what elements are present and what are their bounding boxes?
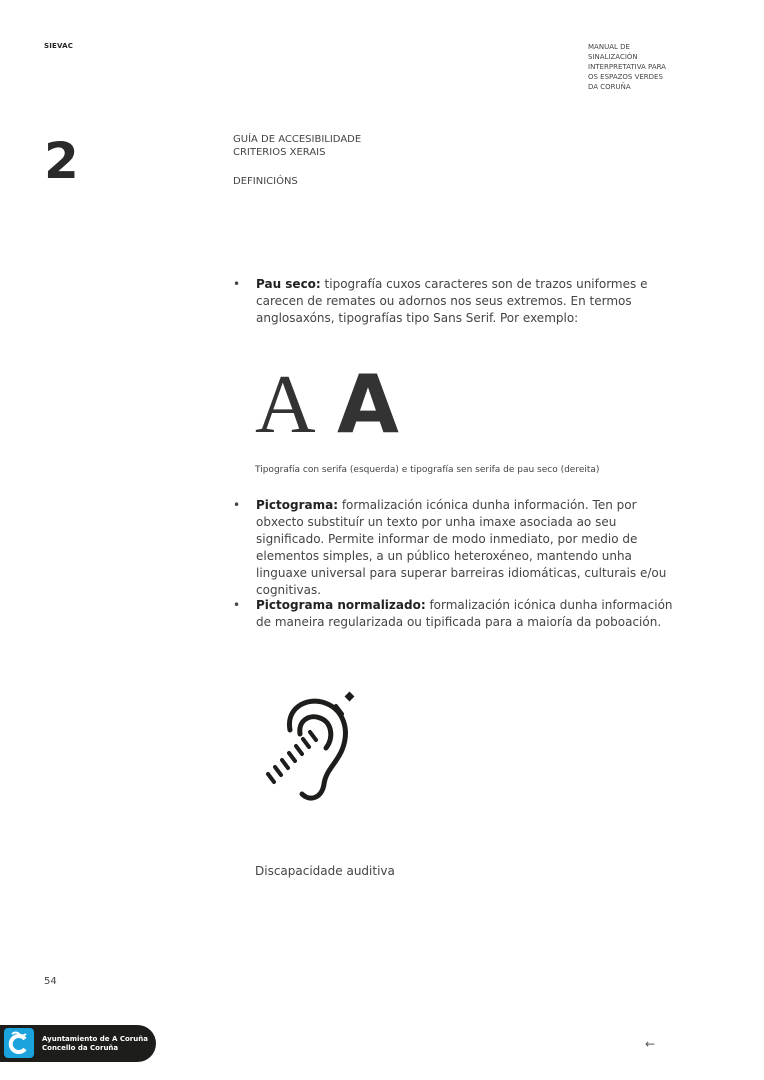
sans-letter: A bbox=[337, 360, 399, 440]
manual-title-line: MANUAL DE bbox=[588, 43, 630, 51]
definition-text bbox=[256, 597, 673, 631]
definition-item-pau-seco bbox=[233, 276, 673, 327]
city-council-logo bbox=[0, 1025, 156, 1062]
definition-text bbox=[256, 276, 673, 327]
council-emblem-icon bbox=[4, 1028, 34, 1058]
section-heading-line: GUÍA DE ACCESIBILIDADE bbox=[233, 134, 362, 145]
definition-item-pictograma bbox=[233, 497, 673, 599]
logo-line: Concello da Coruña bbox=[42, 1044, 119, 1052]
manual-title-line: OS ESPAZOS VERDES bbox=[588, 73, 663, 81]
pictogram-caption: Discapacidade auditiva bbox=[255, 864, 395, 878]
brand-label: SIEVAC bbox=[44, 42, 74, 50]
page-number: 54 bbox=[44, 976, 57, 987]
definition-body: formalización icónica dunha información. Ten por obxecto substituír un texto por unha imaxe asociada ao seu significado. Permite informar de modo inmediato, por medio de elementos simples, a un público heteroxéneo, mantendo unha linguaxe universal para superar barreiras idiomáticas, culturais e/ou cognitivas. bbox=[256, 498, 667, 597]
chapter-number: 2 bbox=[44, 132, 79, 190]
definition-body: formalización icónica dunha información de maneira regularizada ou tipificada para a maioría da poboación. bbox=[256, 598, 673, 629]
typeface-caption: Tipografía con serifa (esquerda) e tipografía sen serifa de pau seco (dereita) bbox=[255, 465, 600, 475]
definition-term: Pau seco: bbox=[256, 277, 321, 291]
manual-title-line: SINALIZACIÓN bbox=[588, 53, 638, 61]
bullet-marker: • bbox=[233, 498, 241, 512]
back-arrow-icon[interactable]: ← bbox=[645, 1037, 656, 1051]
bullet-marker: • bbox=[233, 598, 241, 612]
definition-text bbox=[256, 497, 673, 599]
definition-term: Pictograma normalizado: bbox=[256, 598, 426, 612]
hearing-impairment-icon bbox=[262, 690, 358, 806]
typeface-sample bbox=[255, 360, 405, 440]
bullet-marker: • bbox=[233, 277, 241, 291]
logo-text bbox=[42, 1035, 148, 1053]
section-heading-line: CRITERIOS XERAIS bbox=[233, 147, 326, 158]
logo-line: Ayuntamiento de A Coruña bbox=[42, 1035, 148, 1043]
manual-title-line: DA CORUÑA bbox=[588, 83, 631, 91]
manual-title bbox=[588, 42, 698, 92]
definition-item-pictograma-normalizado bbox=[233, 597, 673, 631]
section-heading bbox=[233, 133, 361, 188]
manual-title-line: INTERPRETATIVA PARA bbox=[588, 63, 666, 71]
serif-letter: A bbox=[255, 360, 316, 440]
definition-body: tipografía cuxos caracteres son de trazos uniformes e carecen de remates ou adornos nos seus extremos. En termos anglosaxóns, tipografías tipo Sans Serif. Por exemplo: bbox=[256, 277, 648, 325]
definition-term: Pictograma: bbox=[256, 498, 339, 512]
section-subheading: DEFINICIÓNS bbox=[233, 176, 298, 187]
